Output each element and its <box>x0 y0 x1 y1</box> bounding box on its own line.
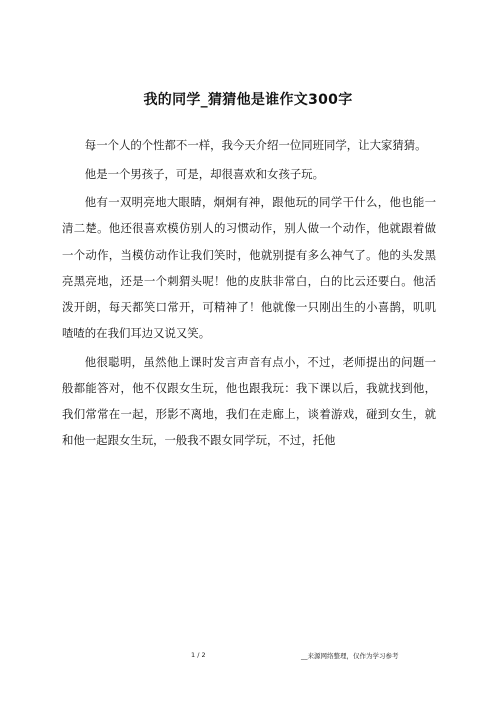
paragraph-3: 他有一双明亮地大眼睛，炯炯有神，跟他玩的同学干什么，他也能一清二楚。他还很喜欢模仿别人的习惯动作，别人做一个动作，他就跟着做一个动作，当模仿动作让我们笑时，他就别提有多么神气了。他的头发黑亮黑亮地，还是一个刺猬头呢！他的皮肤非常白，白的比云还要白。他活泼开朗，每天都笑口常开，可精神了！他就像一只刚出生的小喜鹊，叽叽喳喳的在我们耳边又说又笑。 <box>62 195 436 341</box>
document-title: 我的同学_猜猜他是谁作文300字 <box>143 92 353 108</box>
page-number: 1 / 2 <box>191 651 206 659</box>
paragraph-1: 每一个人的个性都不一样，我今天介绍一位同班同学，让大家猜猜。 <box>84 138 427 152</box>
paragraph-4: 他很聪明，虽然他上课时发言声音有点小，不过，老师提出的问题一般都能答对，他不仅跟女生玩，他也跟我玩：我下课以后，我就找到他，我们常常在一起，形影不离地，我们在走廊上，谈着游戏，碰到女生，就和他一起跟女生玩，一般我不跟女同学玩，不过，托他 <box>62 354 436 448</box>
document-body <box>62 132 436 456</box>
source-note: __来源网络整理，仅作为学习参考 <box>301 652 399 660</box>
paragraph-2: 他是一个男孩子，可是，却很喜欢和女孩子玩。 <box>84 166 325 181</box>
